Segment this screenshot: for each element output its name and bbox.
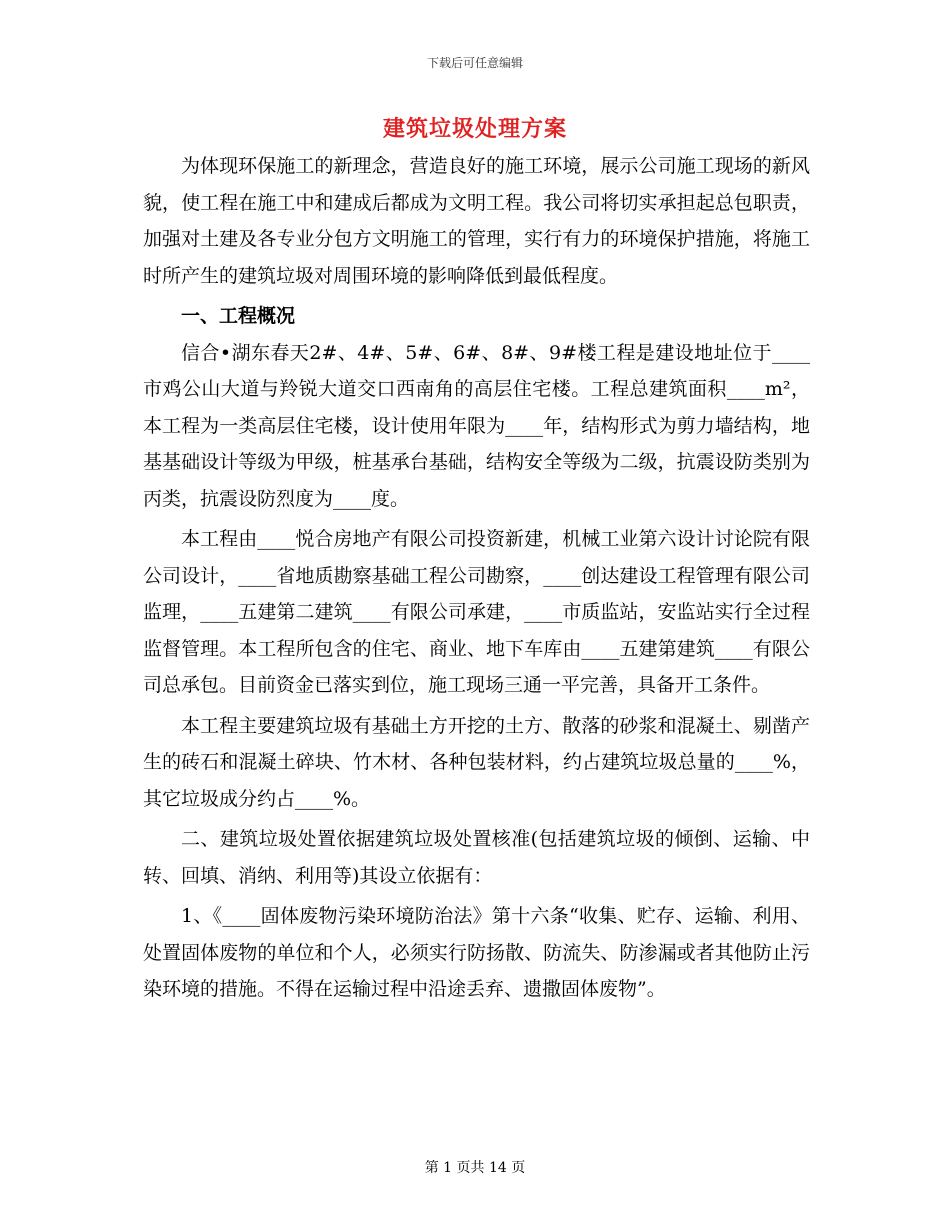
section-heading-overview: 一、工程概况 <box>181 305 296 327</box>
page-number: 第 1 页共 14 页 <box>424 1160 526 1176</box>
paragraph-intro: 为体现环保施工的新理念，营造良好的施工环境，展示公司施工现场的新风貌，使工程在施工中和建成后都成为文明工程。我公司将切实承担起总包职责，加强对土建及各专业分包方文明施工的管理，实行有力的环境保护措施，将施工时所产生的建筑垃圾对周围环境的影响降低到最低程度。 <box>143 155 810 287</box>
document-body <box>143 148 810 1008</box>
header-note: 下载后可任意编辑 <box>426 56 523 70</box>
document-title: 建筑垃圾处理方案 <box>382 116 567 142</box>
paragraph-project-overview: 信合•湖东春天2#、4#、5#、6#、8#、9#楼工程是建设地址位于____市鸡公山大道与羚锐大道交口西南角的高层住宅楼。工程总建筑面积____m²，本工程为一类高层住宅楼，设计使用年限为____年，结构形式为剪力墙结构，地基基础设计等级为甲级，桩基承台基础，结构安全等级为二级，抗震设防类别为丙类，抗震设防烈度为____度。 <box>143 341 810 510</box>
paragraph-legal-basis-1: 1、《____固体废物污染环境防治法》第十六条“收集、贮存、运输、利用、处置固体废物的单位和个人，必须实行防扬散、防流失、防渗漏或者其他防止污染环境的措施。不得在运输过程中沿途丢弃、遗撒固体废物”。 <box>143 905 810 1000</box>
paragraph-project-parties: 本工程由____悦合房地产有限公司投资新建，机械工业第六设计讨论院有限公司设计，____省地质勘察基础工程公司勘察，____创达建设工程管理有限公司监理，____五建第二建筑____有限公司承建，____市质监站，安监站实行全过程监督管理。本工程所包含的住宅、商业、地下车库由____五建第建筑____有限公司总承包。目前资金已落实到位，施工现场三通一平完善，具备开工条件。 <box>143 528 810 696</box>
section-heading-disposal-basis: 二、建筑垃圾处置依据建筑垃圾处置核准(包括建筑垃圾的倾倒、运输、中转、回填、消纳、利用等)其设立依据有： <box>143 828 810 887</box>
paragraph-waste-types: 本工程主要建筑垃圾有基础土方开挖的土方、散落的砂浆和混凝土、剔凿产生的砖石和混凝土碎块、竹木材、各种包装材料，约占建筑垃圾总量的____%，其它垃圾成分约占____%。 <box>143 714 810 810</box>
